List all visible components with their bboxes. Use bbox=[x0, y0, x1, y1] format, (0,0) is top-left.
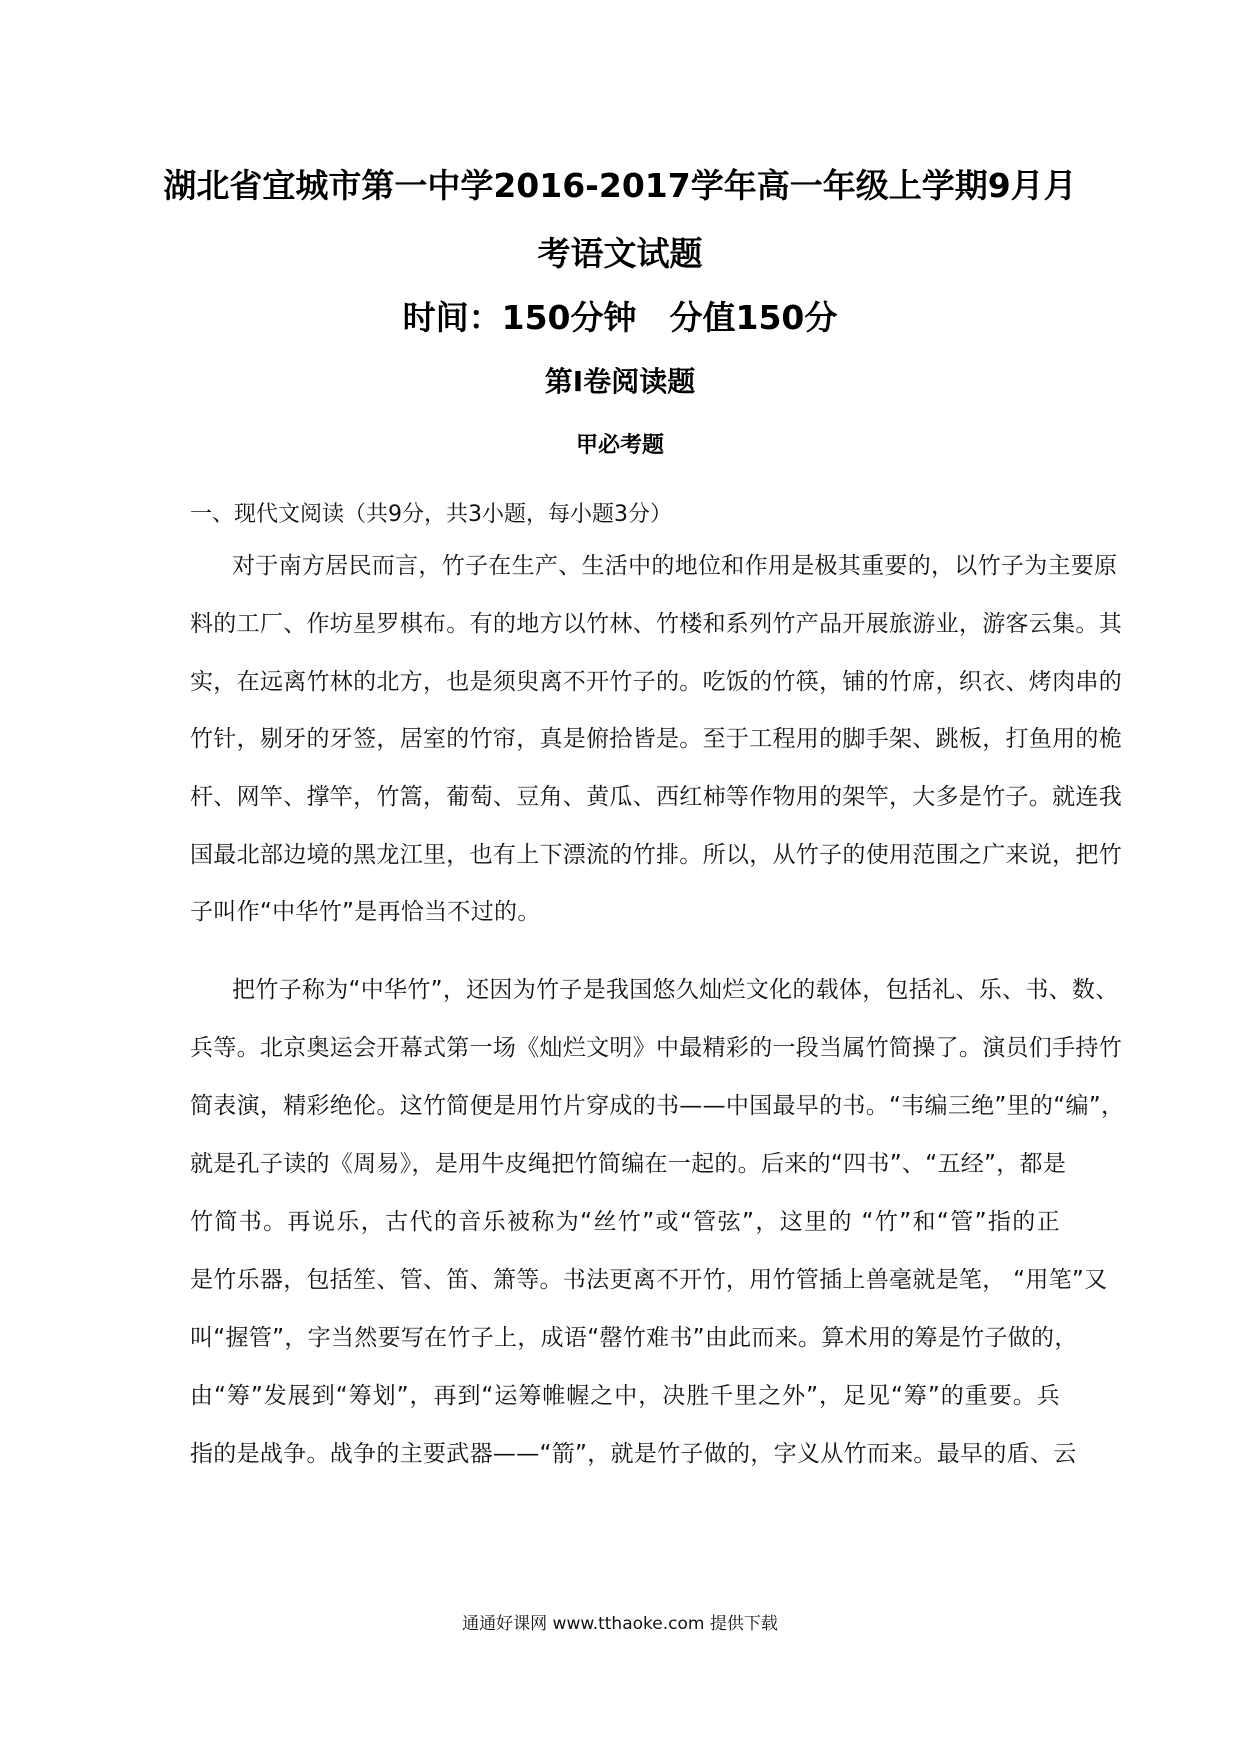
paragraph-line: 竹针，剔牙的牙签，居室的竹帘，真是俯拾皆是。至于工程用的脚手架、跳板，打鱼用的桅 bbox=[190, 726, 1122, 752]
paragraph-line: 国最北部边境的黑龙江里，也有上下漂流的竹排。所以，从竹子的使用范围之广来说，把竹 bbox=[190, 842, 1122, 868]
volume-title: 第I卷阅读题 bbox=[544, 365, 696, 398]
paragraph-line: 叫“握管”，字当然要写在竹子上，成语“罄竹难书”由此而来。算术用的筹是竹子做的， bbox=[190, 1325, 1078, 1351]
paragraph-line: 竹简书。再说乐，古代的音乐被称为“丝竹”或“管弦”，这里的 “竹”和“管”指的正 bbox=[190, 1209, 1060, 1235]
paragraph-line: 由“筹”发展到“筹划”，再到“运筹帷幄之中，决胜千里之外”，足见“筹”的重要。兵 bbox=[190, 1383, 1060, 1409]
page-footer: 通通好课网 www.tthaoke.com 提供下载 bbox=[462, 1614, 778, 1634]
question-heading: 一、现代文阅读（共9分，共3小题，每小题3分） bbox=[190, 502, 672, 527]
paragraph-line: 把竹子称为“中华竹”，还因为竹子是我国悠久灿烂文化的载体，包括礼、乐、书、数、 bbox=[232, 977, 1119, 1003]
document-title-continued: 考语文试题 bbox=[537, 234, 703, 273]
paragraph-line: 是竹乐器，包括笙、管、笛、箫等。书法更离不开竹，用竹管插上兽毫就是笔， “用笔”又 bbox=[190, 1267, 1108, 1293]
section-title: 甲必考题 bbox=[575, 433, 664, 458]
paragraph-line: 实，在远离竹林的北方，也是须臾离不开竹子的。吃饭的竹筷，铺的竹席，织衣、烤肉串的 bbox=[190, 669, 1122, 695]
paragraph-line: 子叫作“中华竹”是再恰当不过的。 bbox=[190, 899, 541, 925]
paragraph-line: 兵等。北京奥运会开幕式第一场《灿烂文明》中最精彩的一段当属竹简操了。演员们手持竹 bbox=[190, 1035, 1122, 1061]
document-title: 湖北省宜城市第一中学2016-2017学年高一年级上学期9月月 bbox=[163, 166, 1077, 205]
paragraph-line: 料的工厂、作坊星罗棋布。有的地方以竹林、竹楼和系列竹产品开展旅游业，游客云集。其 bbox=[190, 611, 1122, 637]
paragraph-line: 就是孔子读的《周易》，是用牛皮绳把竹简编在一起的。后来的“四书”、“五经”，都是 bbox=[190, 1151, 1067, 1177]
paragraph-line: 指的是战争。战争的主要武器——“箭”，就是竹子做的，字义从竹而来。最早的盾、云 bbox=[190, 1441, 1077, 1467]
paragraph-line: 简表演，精彩绝伦。这竹简便是用竹片穿成的书——中国最早的书。“韦编三绝”里的“编”， bbox=[190, 1093, 1125, 1119]
exam-time-and-score: 时间：150分钟 分值150分 bbox=[402, 298, 838, 337]
paragraph-line: 对于南方居民而言，竹子在生产、生活中的地位和作用是极其重要的，以竹子为主要原 bbox=[232, 553, 1118, 579]
paragraph-line: 杆、网竿、撑竿，竹篙，葡萄、豆角、黄瓜、西红柿等作物用的架竿，大多是竹子。就连我 bbox=[190, 784, 1122, 810]
